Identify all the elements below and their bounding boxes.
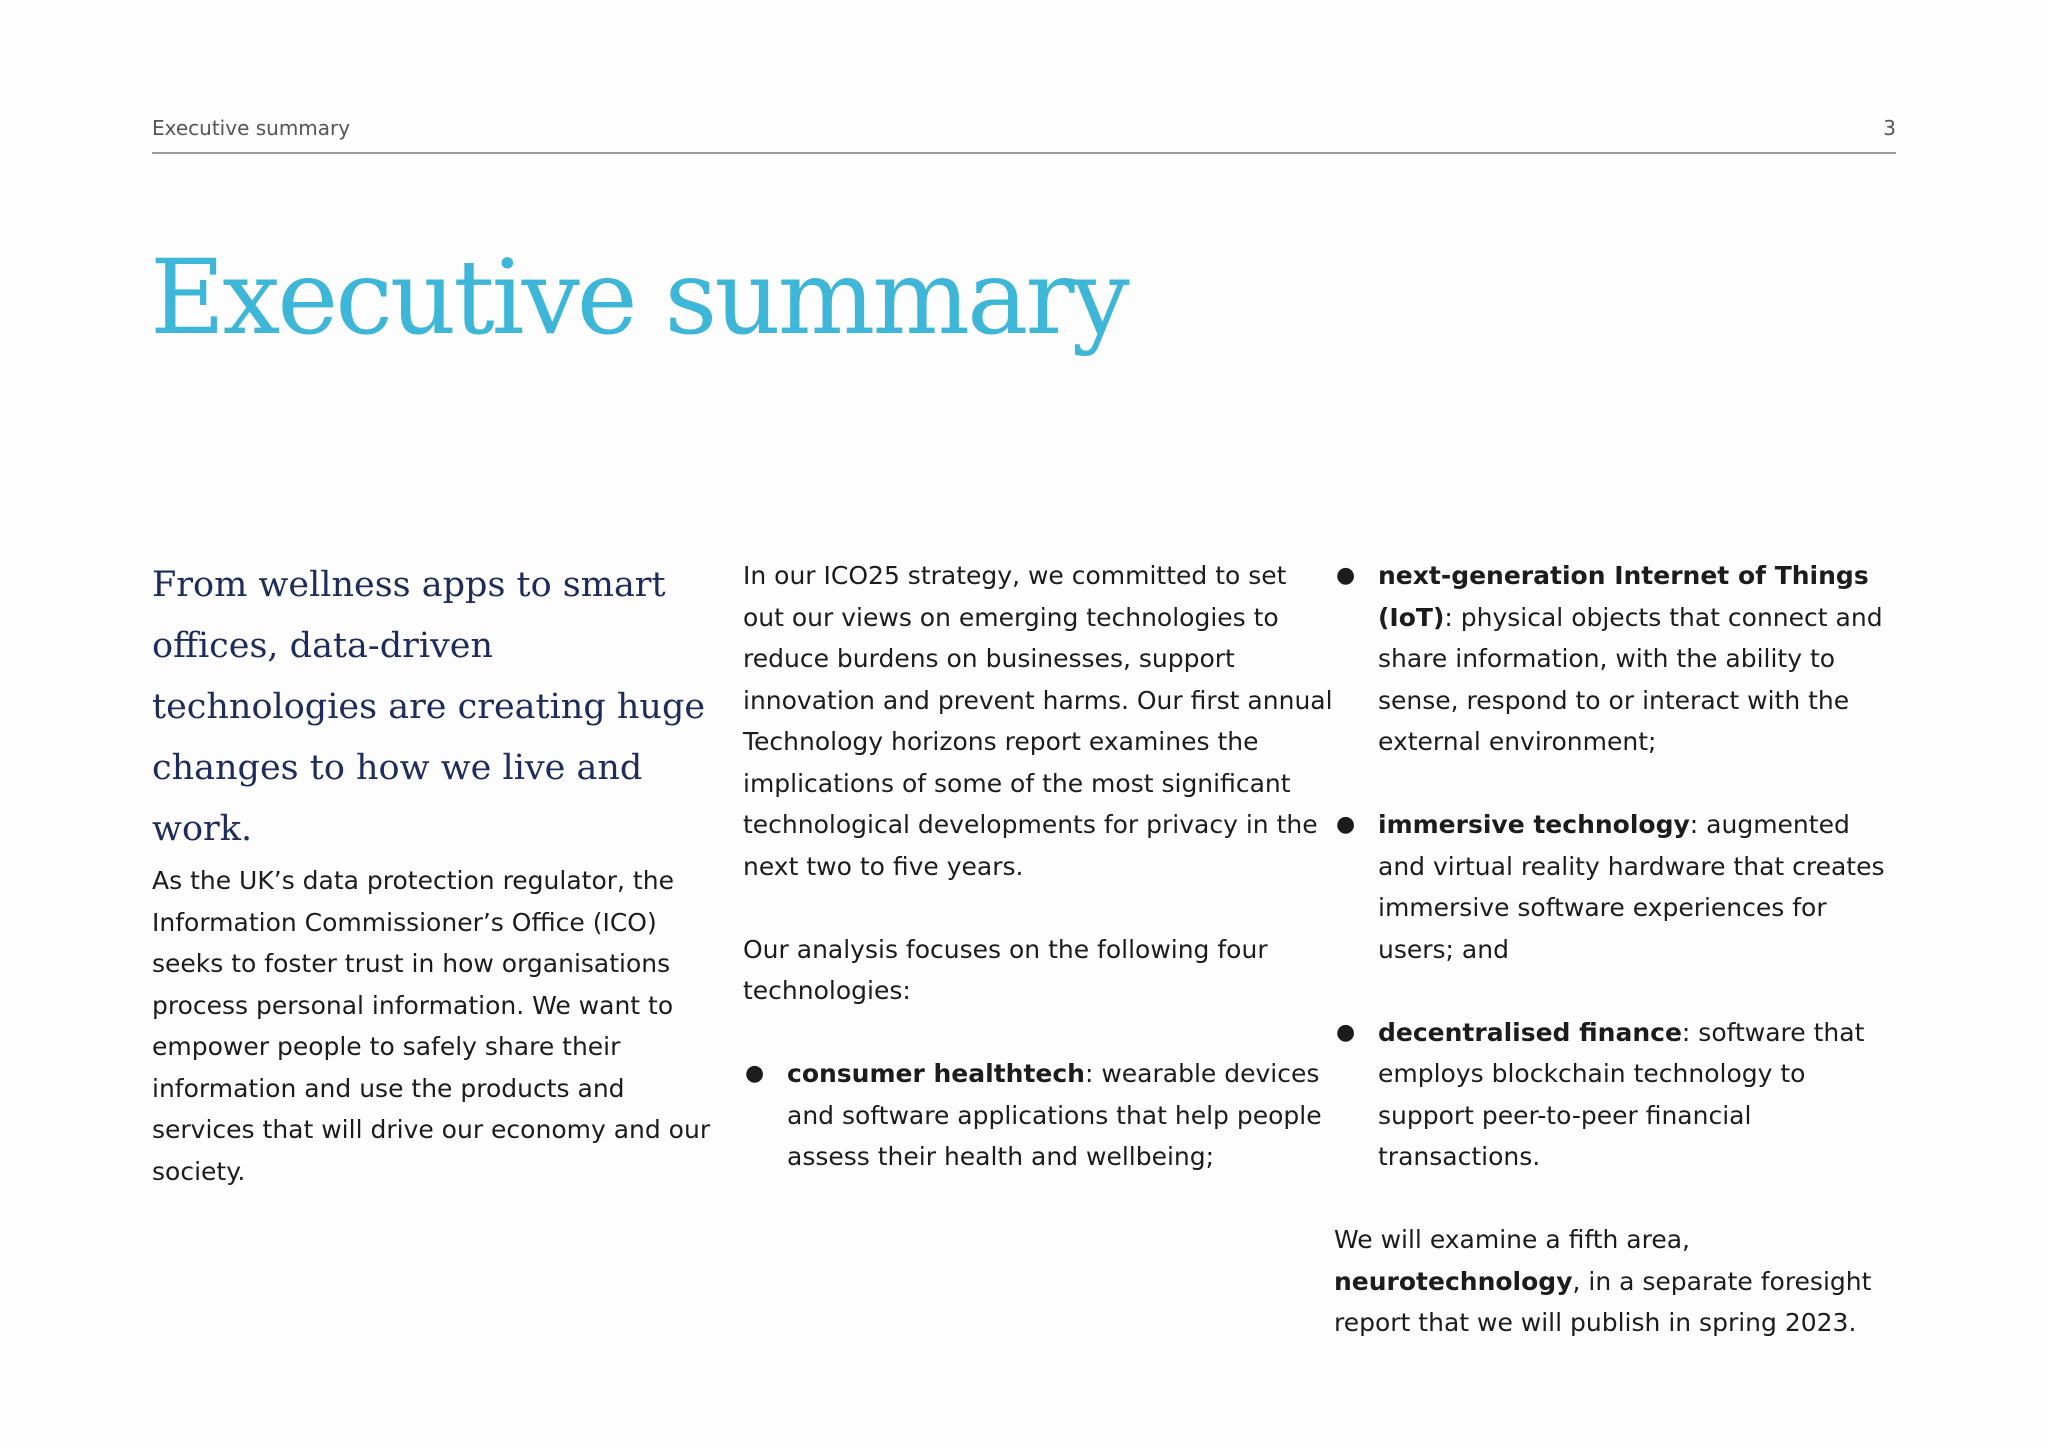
technology-term: decentralised finance	[1378, 1017, 1682, 1047]
column-middle	[743, 555, 1333, 1219]
column-left	[152, 555, 712, 1192]
page-number: 3	[1883, 116, 1896, 140]
ico-role-paragraph: As the UK’s data protection regulator, the Information Commissioner’s Office (ICO) seeks to foster trust in how organisations process personal information. We want to empower people to safely share their information and use the products and services that will drive our economy and our society.	[152, 866, 711, 1186]
technology-term: immersive technology	[1378, 810, 1690, 839]
technology-list	[743, 1053, 1333, 1178]
closing-paragraph	[1334, 1219, 1904, 1344]
list-item	[1334, 804, 1904, 970]
closing-term: neurotechnology	[1334, 1266, 1573, 1296]
technology-description: : augmented and virtual reality hardware that creates immersive software experiences for users; and	[1378, 810, 1885, 964]
bullet-icon: ●	[1336, 1019, 1356, 1045]
list-item	[743, 1053, 1333, 1178]
bullet-icon: ●	[1336, 812, 1356, 837]
bullet-icon: ●	[745, 1061, 765, 1086]
column-right	[1334, 555, 1904, 1344]
closing-text-end: , in a separate foresight report that we will publish in spring 2023.	[1334, 1266, 1872, 1337]
technology-description: : wearable devices and software applications that help people assess their health and wellbeing;	[787, 1059, 1322, 1171]
page-title: Executive summary	[150, 238, 1127, 358]
technology-description: : software that employs blockchain technology to support peer-to-peer financial transactions.	[1378, 1017, 1865, 1171]
intro-statement: From wellness apps to smart offices, data-driven technologies are creating huge changes to how we live and work.	[152, 565, 706, 849]
technology-term: next-generation Internet of Things (IoT)	[1378, 561, 1869, 632]
bullet-icon: ●	[1336, 563, 1356, 588]
technology-description: : physical objects that connect and share information, with the ability to sense, respond to or interact with the external environment;	[1378, 602, 1883, 756]
technology-list-continued	[1334, 555, 1904, 1178]
strategy-paragraph: In our ICO25 strategy, we committed to set out our views on emerging technologies to reduce burdens on businesses, support innovation and prevent harms. Our first annual Technology horizons report examines the implications of some of the most significant technological developments for privacy in the next two to five years.	[743, 561, 1333, 881]
list-item	[1334, 1012, 1904, 1178]
list-item	[1334, 555, 1904, 763]
running-header-section: Executive summary	[152, 116, 351, 140]
technology-term: consumer healthtech	[787, 1059, 1085, 1088]
closing-text-start: We will examine a fifth area,	[1334, 1225, 1691, 1254]
analysis-focus-paragraph: Our analysis focuses on the following four technologies:	[743, 934, 1268, 1005]
running-header	[152, 114, 1896, 154]
